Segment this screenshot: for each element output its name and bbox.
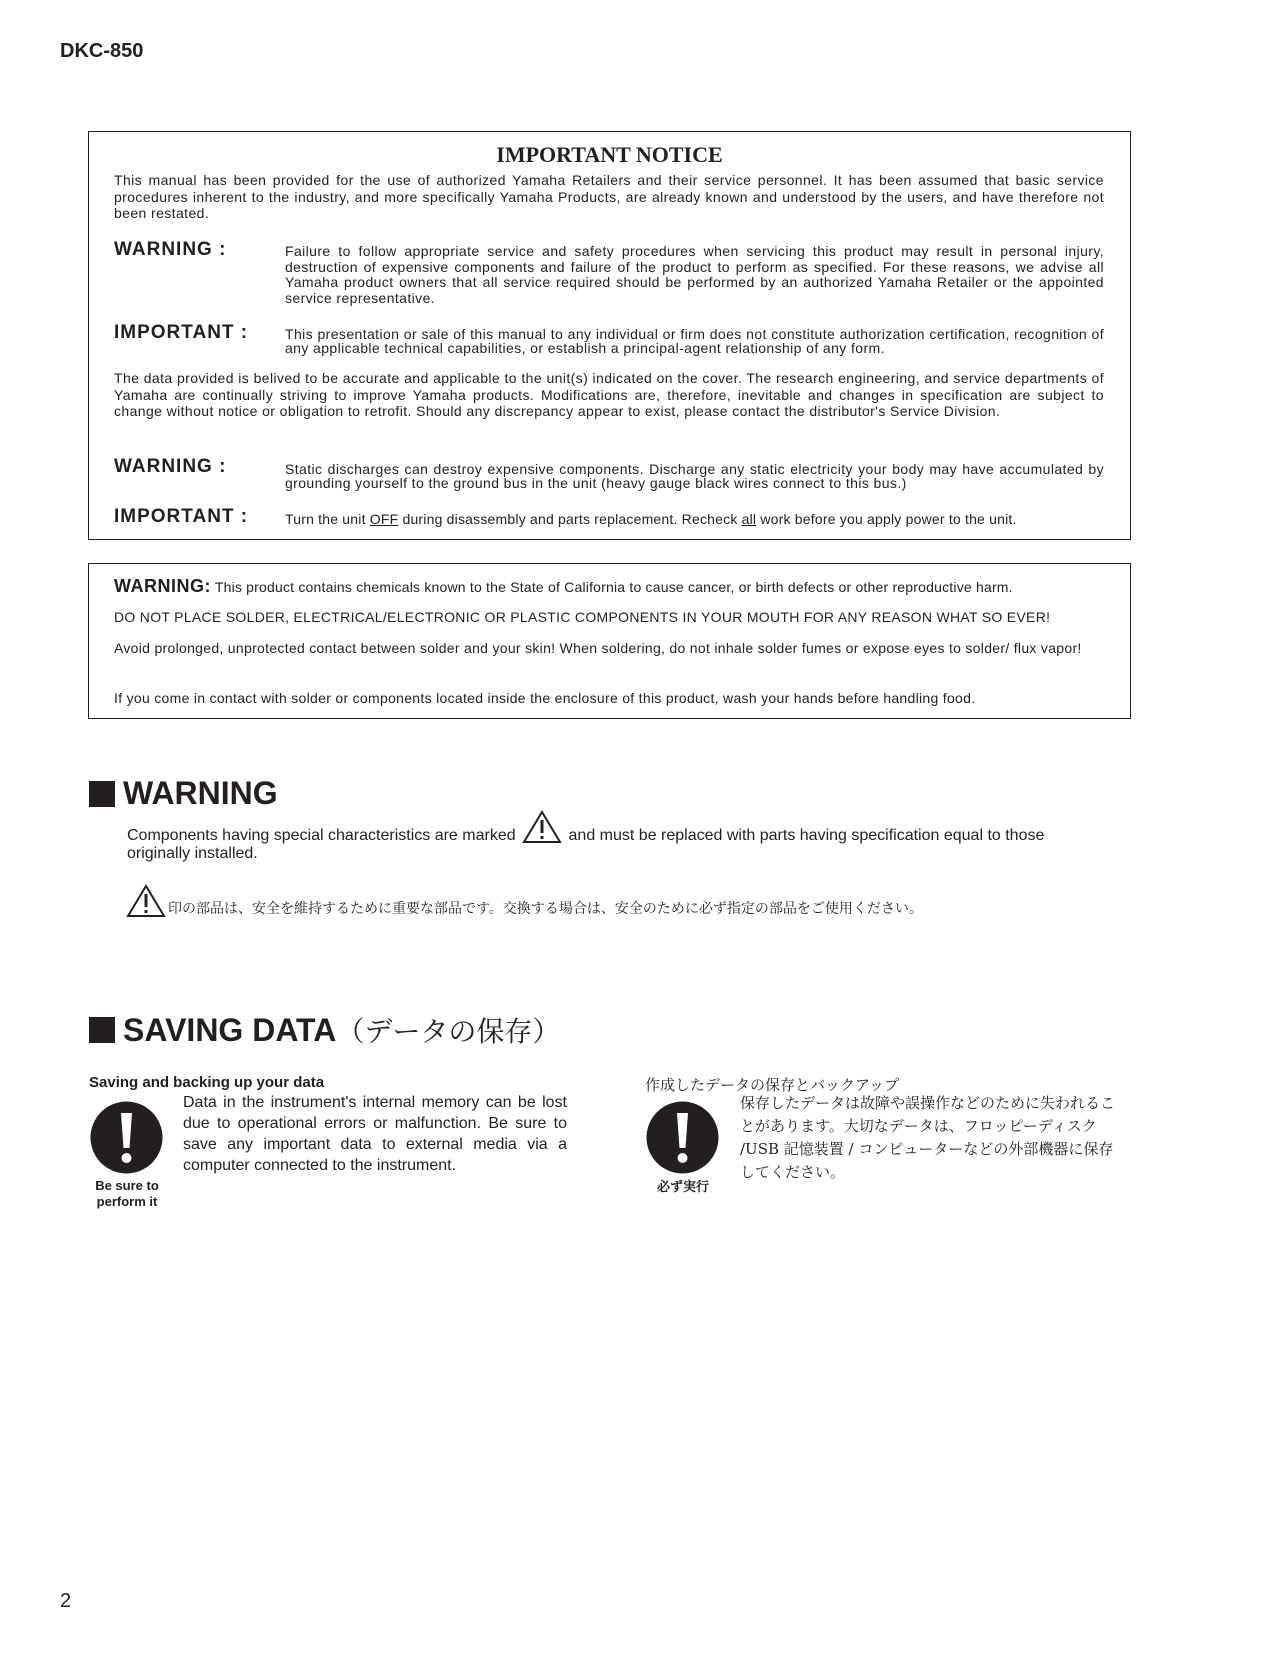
warning-text: Failure to follow appropriate service and safety procedures when servicing this product may result in personal injury, destruction of expensive components and failure of the product to perform as specified. For these reasons, we advise all Yamaha product owners that all service required should be performed by an authorized Yamaha Retailer or the appointed service representative. (285, 243, 1104, 306)
jp-subheading: 作成したデータの保存とバックアップ (645, 1076, 899, 1094)
exclamation-icon (89, 1100, 164, 1175)
solder-contact-warning: Avoid prolonged, unprotected contact between solder and your skin! When soldering, do not inhale solder fumes or expose eyes to solder/ flux vapor! (114, 640, 1082, 656)
caution-triangle-icon (522, 810, 562, 844)
solder-mouth-warning: DO NOT PLACE SOLDER, ELECTRICAL/ELECTRONIC OR PLASTIC COMPONENTS IN YOUR MOUTH FOR ANY REASON WHAT SO EVER! (114, 609, 1051, 625)
page-number: 2 (60, 1590, 72, 1612)
static-warning-label: WARNING : (114, 456, 227, 477)
important-label: IMPORTANT : (114, 322, 249, 343)
en-saving-text: Data in the instrument's internal memory can be lost due to operational errors or malfunction. Be sure to save any important data to external media via a computer connected to the instrument. (183, 1094, 567, 1174)
prop65-warning: WARNING: This product contains chemicals known to the State of California to cause cancer, or birth defects or other reproductive harm. (114, 576, 1013, 596)
important-text: This presentation or sale of this manual to any individual or firm does not constitute authorization certification, recognition of any applicable technical capabilities, or establish a principal-agent relationship of any form. (285, 326, 1104, 356)
heading-square-icon (89, 781, 115, 807)
saving-data-heading: SAVING DATA （データの保存） (89, 1010, 560, 1050)
california-warning-box (88, 563, 1131, 719)
power-off-text: Turn the unit OFF during disassembly and parts replacement. Recheck all work before you apply power to the unit. (285, 511, 1017, 527)
notice-intro: This manual has been provided for the use of authorized Yamaha Retailers and their service personnel. It has been assumed that basic service procedures inherent to the industry, and more specifically Yamaha Products, are already known and understood by the users, and have therefore not been restated. (114, 172, 1104, 221)
jp-icon-caption: 必ず実行 (656, 1180, 709, 1195)
warning-heading: WARNING (89, 775, 278, 812)
static-warning-text: Static discharges can destroy expensive components. Discharge any static electricity your body may have accumulated by grounding yourself to the ground bus in the unit (heavy gauge black wires connect to this bus.) (285, 461, 1104, 491)
notice-title: IMPORTANT NOTICE (496, 142, 723, 167)
jp-caution-line (126, 884, 923, 918)
exclamation-icon (645, 1100, 720, 1175)
jp-saving-text: 保存したデータは故障や誤操作などのために失われることがあります。大切なデータは、フロッピーディスク /USB 記憶装置 / コンピューターなどの外部機器に保存してください。 (740, 1094, 1116, 1181)
warning-body: Components having special characteristics are marked and must be replaced with parts having specification equal to those originally installed. (127, 810, 1097, 863)
en-icon-caption: Be sure to perform it (95, 1178, 159, 1209)
important-notice-box (88, 131, 1131, 540)
model-number: DKC-850 (60, 40, 144, 62)
en-subheading: Saving and backing up your data (89, 1074, 325, 1091)
caution-triangle-icon (126, 884, 166, 918)
jp-caution-text: 印の部品は、安全を維持するために重要な部品です。交換する場合は、安全のために必ず指定の部品をご使用ください。 (168, 901, 923, 917)
heading-square-icon (89, 1017, 115, 1043)
warning-label: WARNING : (114, 239, 227, 260)
data-disclaimer: The data provided is belived to be accurate and applicable to the unit(s) indicated on the cover. The research engineering, and service departments of Yamaha are continually striving to improve Yamaha products. Modifications are, therefore, inevitable and changes in specification are subject to change without notice or obligation to retrofit. Should any discrepancy appear to exist, please contact the distributor's Service Division. (114, 370, 1104, 419)
wash-hands-warning: If you come in contact with solder or components located inside the enclosure of this product, wash your hands before handling food. (114, 690, 976, 706)
power-off-label: IMPORTANT : (114, 506, 249, 527)
